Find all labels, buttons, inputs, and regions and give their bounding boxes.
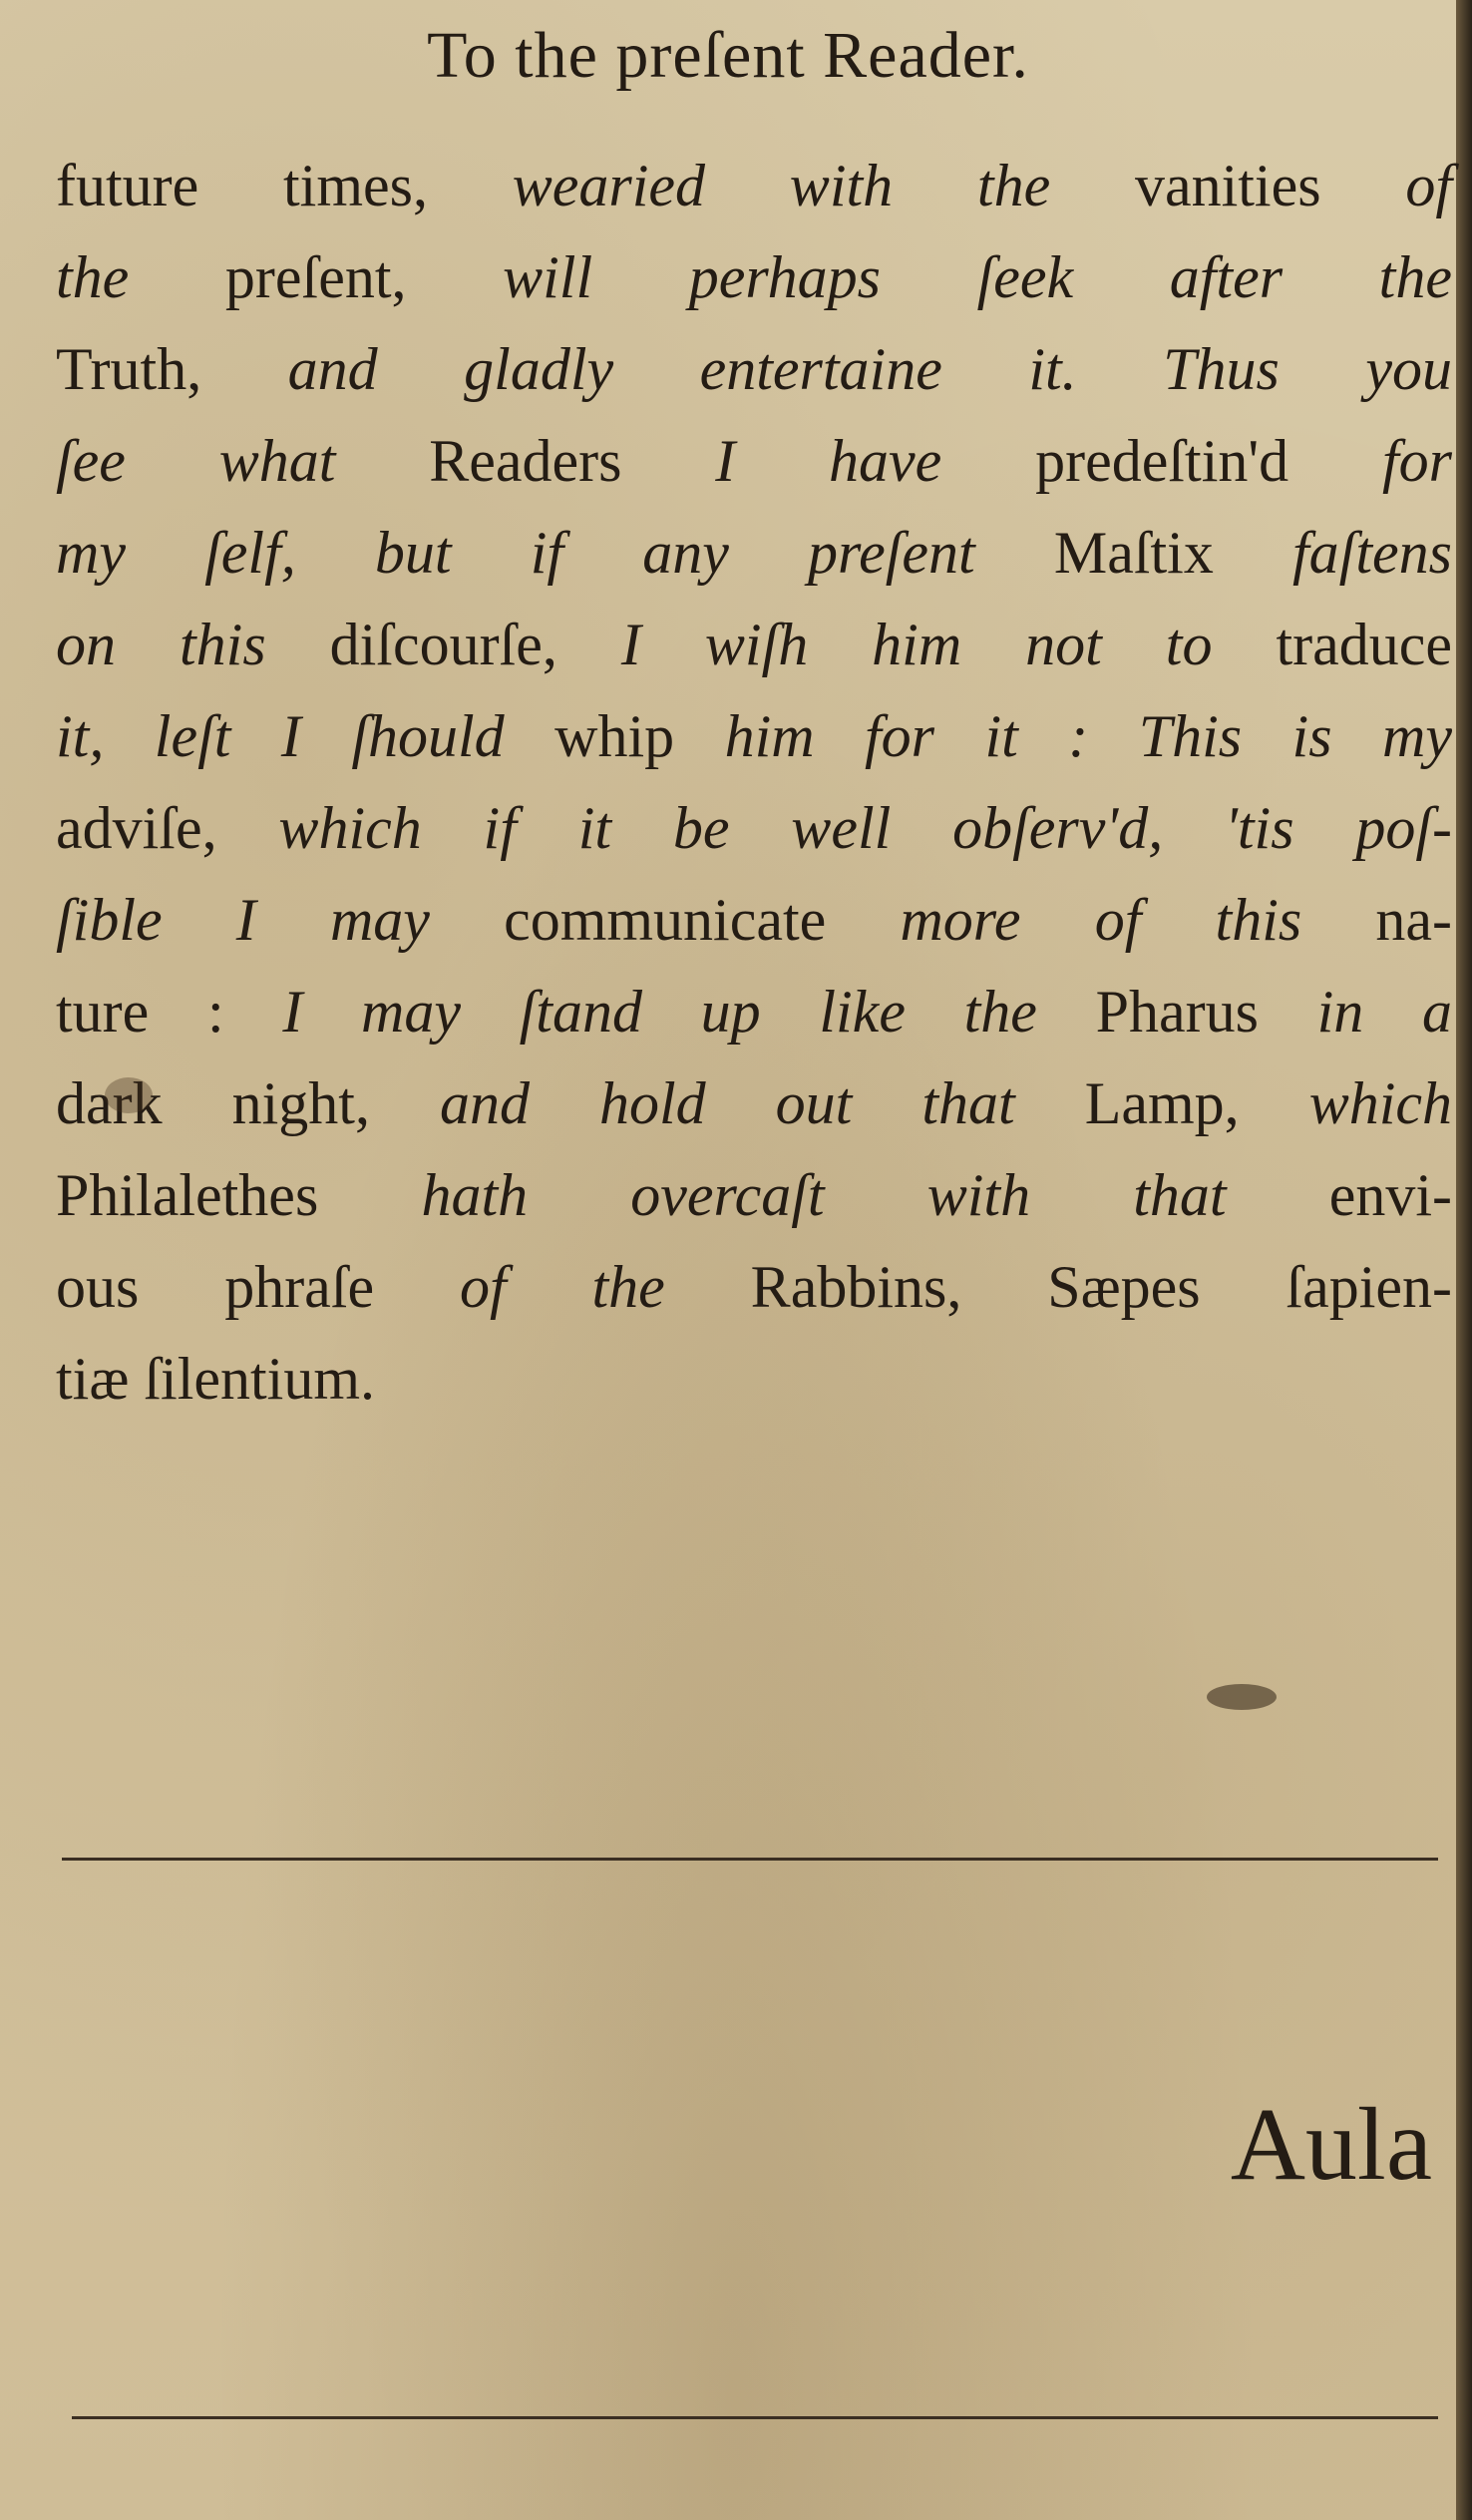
italic-text-segment: ſible I may (56, 887, 505, 953)
italic-text-segment: more of this (900, 887, 1376, 953)
italic-text-segment: faſtens (1292, 520, 1452, 586)
body-text (56, 140, 1452, 1425)
roman-text-segment: na- (1375, 887, 1453, 953)
text-line (56, 1057, 1452, 1149)
roman-text-segment: Pharus (1095, 979, 1317, 1045)
italic-text-segment: hath overcaſt with that (421, 1162, 1329, 1228)
italic-text-segment: ſee what (56, 428, 430, 494)
italic-text-segment: I have (715, 428, 1036, 494)
italic-text-segment: for (1381, 428, 1452, 494)
italic-text-segment: and gladly entertaine it. Thus you (287, 336, 1452, 402)
roman-text-segment: Readers (429, 428, 716, 494)
text-line (56, 140, 1452, 231)
italic-text-segment: it, leſt I ſhould (56, 703, 555, 769)
text-line (56, 966, 1452, 1057)
text-line (56, 507, 1452, 599)
italic-text-segment: on this (56, 612, 330, 677)
running-head: To the preſent Reader. (427, 19, 1029, 92)
roman-text-segment: communicate (504, 887, 901, 953)
roman-text-segment: envi- (1328, 1162, 1452, 1228)
roman-text-segment: future times, (56, 153, 513, 218)
roman-text-segment: Philalethes (56, 1162, 422, 1228)
text-line (56, 231, 1452, 323)
text-line (56, 323, 1452, 415)
italic-text-segment: wearied with the (512, 153, 1135, 218)
italic-text-segment: him for it : This is my (724, 703, 1452, 769)
roman-text-segment: Lamp, (1084, 1070, 1309, 1136)
text-line (56, 690, 1452, 782)
roman-text-segment: dark night, (56, 1070, 440, 1136)
italic-text-segment: of the (459, 1254, 751, 1320)
roman-text-segment: Maſtix (1053, 520, 1292, 586)
roman-text-segment: Rabbins, Sæpes ſapien- (750, 1254, 1453, 1320)
text-line (56, 415, 1452, 507)
text-line (56, 782, 1452, 874)
roman-text-segment: ture : (56, 979, 283, 1045)
rule-divider-top (62, 1858, 1438, 1861)
italic-text-segment: in a (1316, 979, 1452, 1045)
italic-text-segment: I may ſtand up like the (282, 979, 1096, 1045)
roman-text-segment: whip (554, 703, 725, 769)
italic-text-segment: of (1405, 153, 1452, 218)
text-line (56, 1149, 1452, 1241)
page-edge-shadow (1456, 0, 1472, 2520)
italic-text-segment: which (1308, 1070, 1453, 1136)
italic-text-segment: and hold out that (439, 1070, 1085, 1136)
rule-divider-bottom (72, 2416, 1438, 2419)
foxing-stain (1207, 1684, 1277, 1710)
roman-text-segment: predeſtin'd (1035, 428, 1382, 494)
roman-text-segment: ous phraſe (56, 1254, 460, 1320)
text-line (56, 1241, 1452, 1333)
italic-text-segment: my ſelf, but if any preſent (56, 520, 1054, 586)
roman-text-segment: diſcourſe, (329, 612, 621, 677)
roman-text-segment: preſent, (224, 244, 504, 310)
italic-text-segment: which if it be well obſerv'd, 'tis poſ- (278, 795, 1453, 861)
foxing-stain (105, 1077, 153, 1113)
catchword: Aula (1230, 2087, 1432, 2202)
roman-text-segment: adviſe, (56, 795, 279, 861)
roman-text-segment: tiæ ſilentium. (56, 1346, 376, 1412)
italic-text-segment: will perhaps ſeek after the (503, 244, 1452, 310)
text-line (56, 874, 1452, 966)
text-line (56, 1333, 1452, 1425)
roman-text-segment: Truth, (56, 336, 288, 402)
italic-text-segment: the (56, 244, 225, 310)
italic-text-segment: I wiſh him not to (620, 612, 1277, 677)
roman-text-segment: vanities (1134, 153, 1406, 218)
text-line (56, 599, 1452, 690)
roman-text-segment: traduce (1276, 612, 1452, 677)
